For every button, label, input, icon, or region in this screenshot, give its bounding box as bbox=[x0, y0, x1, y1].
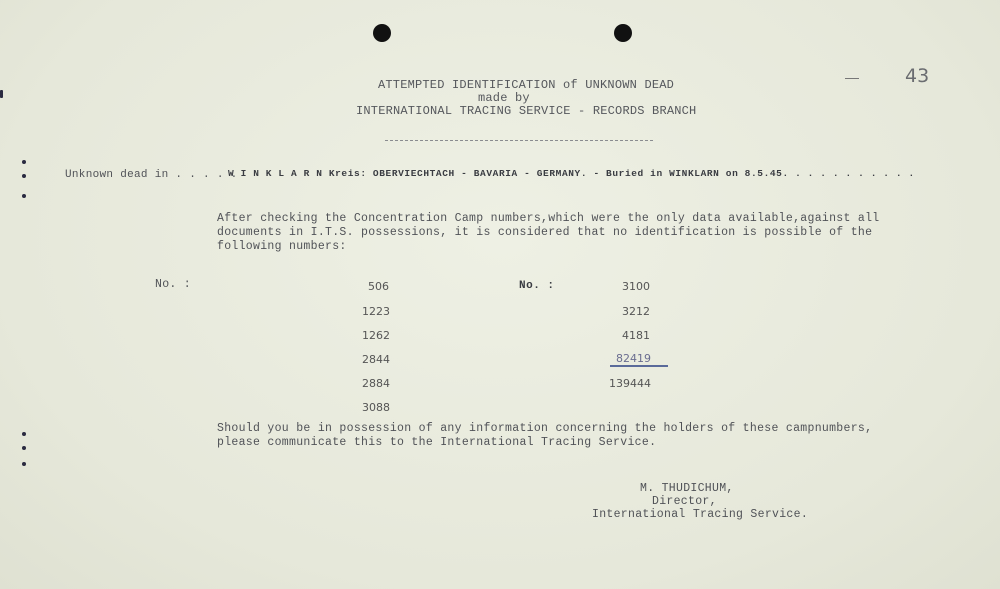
intro-line-2: documents in I.T.S. possessions, it is considered that no identification is possible of the bbox=[217, 226, 873, 239]
camp-number-left: 3088 bbox=[362, 401, 390, 414]
camp-number-left: 1262 bbox=[362, 329, 390, 342]
page-number: 43 bbox=[905, 65, 930, 87]
margin-dot bbox=[22, 194, 26, 198]
camp-number-left: 2884 bbox=[362, 377, 390, 390]
numbers-label-left: No. : bbox=[155, 278, 192, 291]
margin-dot bbox=[22, 432, 26, 436]
signature-role: Director, bbox=[652, 495, 717, 508]
camp-number-right: 4181 bbox=[622, 329, 650, 342]
intro-line-1: After checking the Concentration Camp numbers,which were the only data available,against all bbox=[217, 212, 880, 225]
numbers-label-right: No. : bbox=[519, 280, 555, 292]
header-line-1: ATTEMPTED IDENTIFICATION of UNKNOWN DEAD bbox=[378, 78, 675, 92]
corner-dash bbox=[845, 78, 859, 79]
margin-dot bbox=[22, 160, 26, 164]
camp-number-right: 3212 bbox=[622, 305, 650, 318]
location-value: W I N K L A R N Kreis: OBERVIECHTACH - BAVARIA - GERMANY. - Buried in WINKLARN on 8.5.45. . . . . . . . . . . bbox=[228, 168, 915, 179]
margin-dot bbox=[22, 462, 26, 466]
margin-dot bbox=[22, 446, 26, 450]
header-line-2: made by bbox=[478, 91, 530, 105]
camp-number-right: 3100 bbox=[622, 280, 650, 293]
edge-mark bbox=[0, 90, 3, 98]
closing-line-2: please communicate this to the International Tracing Service. bbox=[217, 436, 657, 449]
camp-number-left: 1223 bbox=[362, 305, 390, 318]
punch-hole-right bbox=[614, 24, 632, 42]
signature-name: M. THUDICHUM, bbox=[640, 482, 734, 495]
closing-line-1: Should you be in possession of any information concerning the holders of these campnumbers, bbox=[217, 422, 873, 435]
camp-number-left: 2844 bbox=[362, 353, 390, 366]
signature-org: International Tracing Service. bbox=[592, 508, 809, 521]
camp-number-right: 82419 bbox=[616, 352, 651, 365]
intro-line-3: following numbers: bbox=[217, 240, 347, 253]
handwritten-underline bbox=[610, 365, 668, 367]
margin-dot bbox=[22, 174, 26, 178]
header-line-3: INTERNATIONAL TRACING SERVICE - RECORDS BRANCH bbox=[356, 104, 697, 118]
punch-hole-left bbox=[373, 24, 391, 42]
header-divider bbox=[385, 140, 653, 141]
camp-number-left: 506 bbox=[368, 280, 389, 293]
location-label: Unknown dead in . . . . . bbox=[65, 169, 238, 181]
camp-number-right: 139444 bbox=[609, 377, 651, 390]
